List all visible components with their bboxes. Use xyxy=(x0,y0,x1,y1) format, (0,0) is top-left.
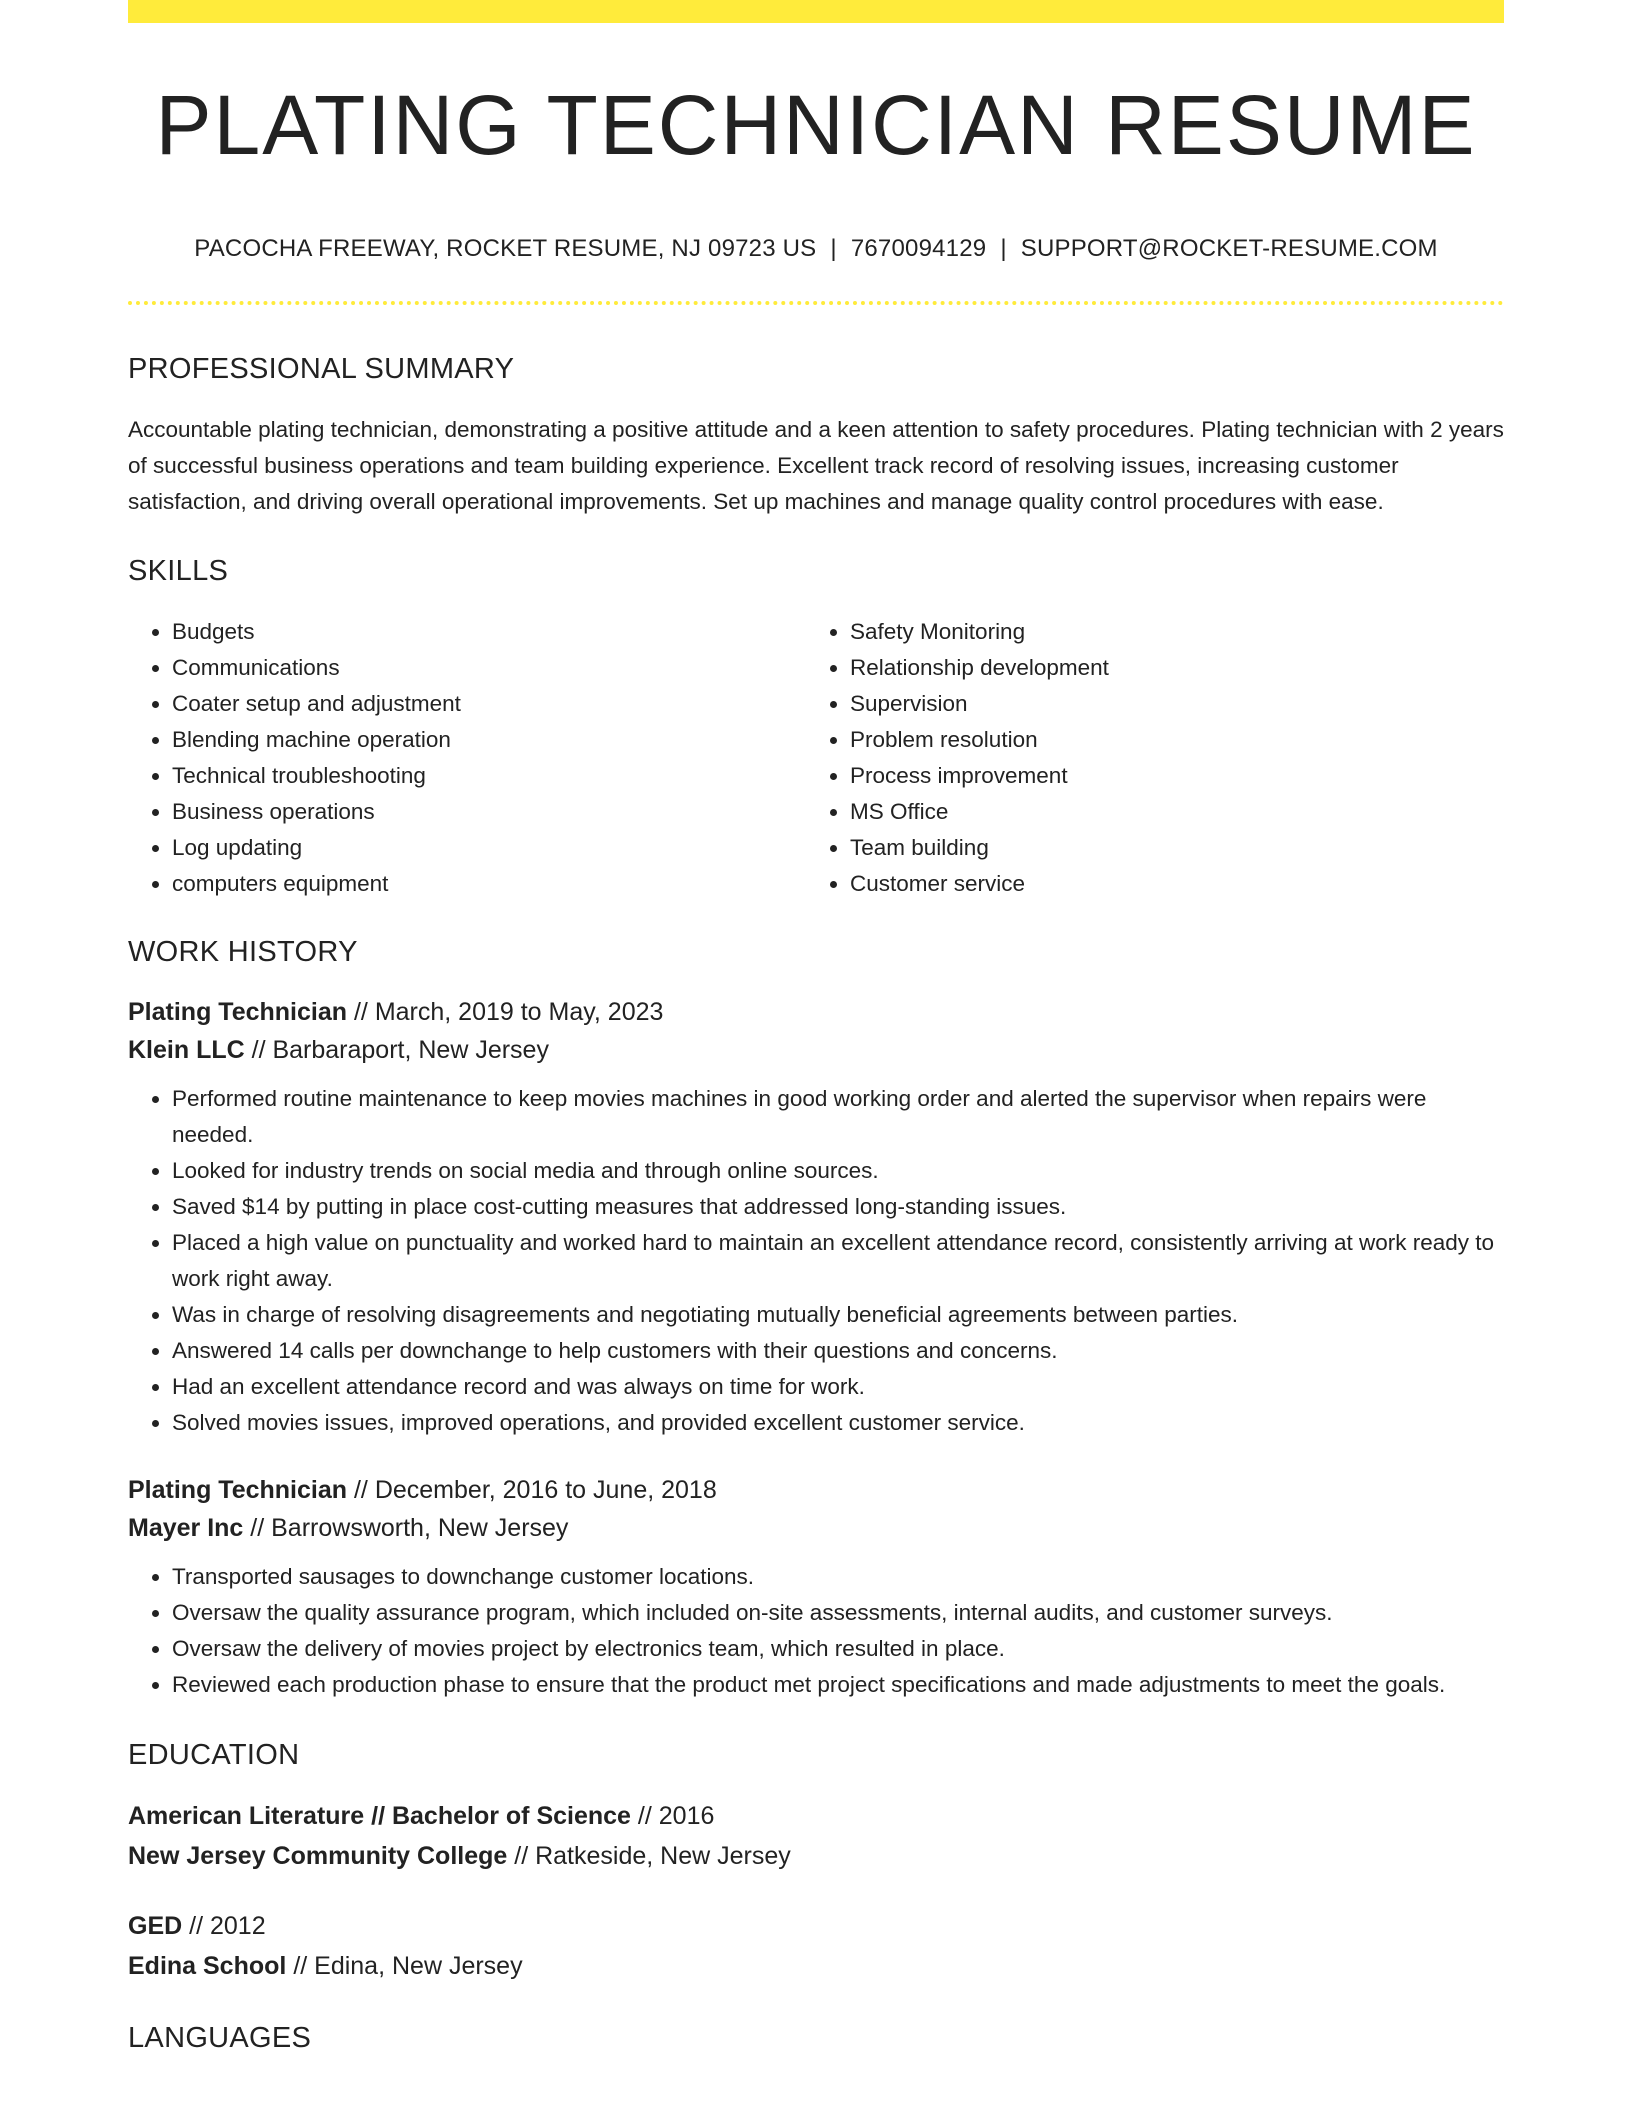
contact-separator: | xyxy=(830,235,837,262)
job-role-line xyxy=(128,993,1504,1031)
work-history-heading: WORK HISTORY xyxy=(128,936,358,968)
list-item: • Transported sausages to downchange customer locations. xyxy=(172,1559,1504,1595)
list-item: • Oversaw the quality assurance program, which included on-site assessments, internal audits, and customer surveys. xyxy=(172,1595,1504,1631)
education-heading: EDUCATION xyxy=(128,1739,300,1771)
job-dates: // December, 2016 to June, 2018 xyxy=(353,1476,717,1504)
dotted-divider xyxy=(128,301,1504,305)
list-item: • Performed routine maintenance to keep movies machines in good working order and alerted the supervisor when repairs were needed. xyxy=(172,1081,1504,1153)
job-company: Klein LLC xyxy=(128,1036,245,1064)
languages-heading: LANGUAGES xyxy=(128,2022,312,2054)
skill-item: • Process improvement xyxy=(850,758,1484,794)
job-entry xyxy=(128,993,1504,1069)
education-location: // Edina, New Jersey xyxy=(293,1952,523,1980)
job-role-line xyxy=(128,1471,1504,1509)
list-item: • Looked for industry trends on social media and through online sources. xyxy=(172,1153,1504,1189)
education-degree-line xyxy=(128,1796,1504,1836)
skills-list-left xyxy=(128,614,806,902)
contact-separator: | xyxy=(1000,235,1007,262)
skill-item: • computers equipment xyxy=(172,866,806,902)
job-company: Mayer Inc xyxy=(128,1514,244,1542)
job-dates: // March, 2019 to May, 2023 xyxy=(353,998,664,1026)
summary-heading: PROFESSIONAL SUMMARY xyxy=(128,353,515,385)
education-entry xyxy=(128,1796,1504,1876)
summary-text: Accountable plating technician, demonstrating a positive attitude and a keen attention to safety procedures. Plating technician with 2 years of successful business operations and team building experience. Excellent track record of resolving issues, increasing customer satisfaction, and driving overall operational improvements. Set up machines and manage quality control procedures with ease. xyxy=(128,417,1504,514)
resume-title: PLATING TECHNICIAN RESUME xyxy=(155,78,1477,172)
accent-top-bar xyxy=(128,0,1504,23)
skills-columns xyxy=(128,614,1504,902)
job-location: // Barbaraport, New Jersey xyxy=(251,1036,549,1064)
skill-item: • Problem resolution xyxy=(850,722,1484,758)
job-company-line xyxy=(128,1031,1504,1069)
skill-item: • Safety Monitoring xyxy=(850,614,1484,650)
job-bullets xyxy=(128,1081,1504,1441)
list-item: • Answered 14 calls per downchange to help customers with their questions and concerns. xyxy=(172,1333,1504,1369)
skill-item: • Coater setup and adjustment xyxy=(172,686,806,722)
job-entry xyxy=(128,1471,1504,1547)
list-item: • Had an excellent attendance record and was always on time for work. xyxy=(172,1369,1504,1405)
list-item: • Was in charge of resolving disagreements and negotiating mutually beneficial agreements between parties. xyxy=(172,1297,1504,1333)
skill-item: • Budgets xyxy=(172,614,806,650)
email-text: SUPPORT@ROCKET-RESUME.COM xyxy=(1020,235,1438,262)
education-entry xyxy=(128,1906,1504,1986)
list-item: • Solved movies issues, improved operations, and provided excellent customer service. xyxy=(172,1405,1504,1441)
skill-item: • Team building xyxy=(850,830,1484,866)
skill-item: • Business operations xyxy=(172,794,806,830)
list-item: • Saved $14 by putting in place cost-cutting measures that addressed long-standing issues. xyxy=(172,1189,1504,1225)
education-degree: American Literature // Bachelor of Science xyxy=(128,1802,631,1830)
skill-item: • Relationship development xyxy=(850,650,1484,686)
resume-page xyxy=(128,0,1504,2053)
skills-heading: SKILLS xyxy=(128,555,229,587)
list-item: • Reviewed each production phase to ensure that the product met project specifications and made adjustments to meet the goals. xyxy=(172,1667,1504,1703)
skill-item: • Supervision xyxy=(850,686,1484,722)
skill-item: • Technical troubleshooting xyxy=(172,758,806,794)
education-school: Edina School xyxy=(128,1952,287,1980)
education-school: New Jersey Community College xyxy=(128,1842,508,1870)
job-bullets xyxy=(128,1559,1504,1703)
address-text: PACOCHA FREEWAY, ROCKET RESUME, NJ 09723 US xyxy=(194,235,817,262)
education-year: // 2016 xyxy=(637,1802,715,1830)
skills-list-right xyxy=(806,614,1484,902)
job-title: Plating Technician xyxy=(128,1476,348,1504)
list-item: • Oversaw the delivery of movies project by electronics team, which resulted in place. xyxy=(172,1631,1504,1667)
phone-text: 7670094129 xyxy=(850,235,987,262)
contact-line xyxy=(128,237,1504,261)
education-degree-line xyxy=(128,1906,1504,1946)
education-location: // Ratkeside, New Jersey xyxy=(514,1842,791,1870)
education-school-line xyxy=(128,1836,1504,1876)
job-title: Plating Technician xyxy=(128,998,348,1026)
list-item: • Placed a high value on punctuality and worked hard to maintain an excellent attendance record, consistently arriving at work ready to work right away. xyxy=(172,1225,1504,1297)
education-degree: GED xyxy=(128,1912,183,1940)
skill-item: • Communications xyxy=(172,650,806,686)
job-company-line xyxy=(128,1509,1504,1547)
education-school-line xyxy=(128,1946,1504,1986)
job-location: // Barrowsworth, New Jersey xyxy=(250,1514,569,1542)
skill-item: • Log updating xyxy=(172,830,806,866)
skill-item: • Customer service xyxy=(850,866,1484,902)
education-year: // 2012 xyxy=(189,1912,266,1940)
skill-item: • MS Office xyxy=(850,794,1484,830)
skill-item: • Blending machine operation xyxy=(172,722,806,758)
